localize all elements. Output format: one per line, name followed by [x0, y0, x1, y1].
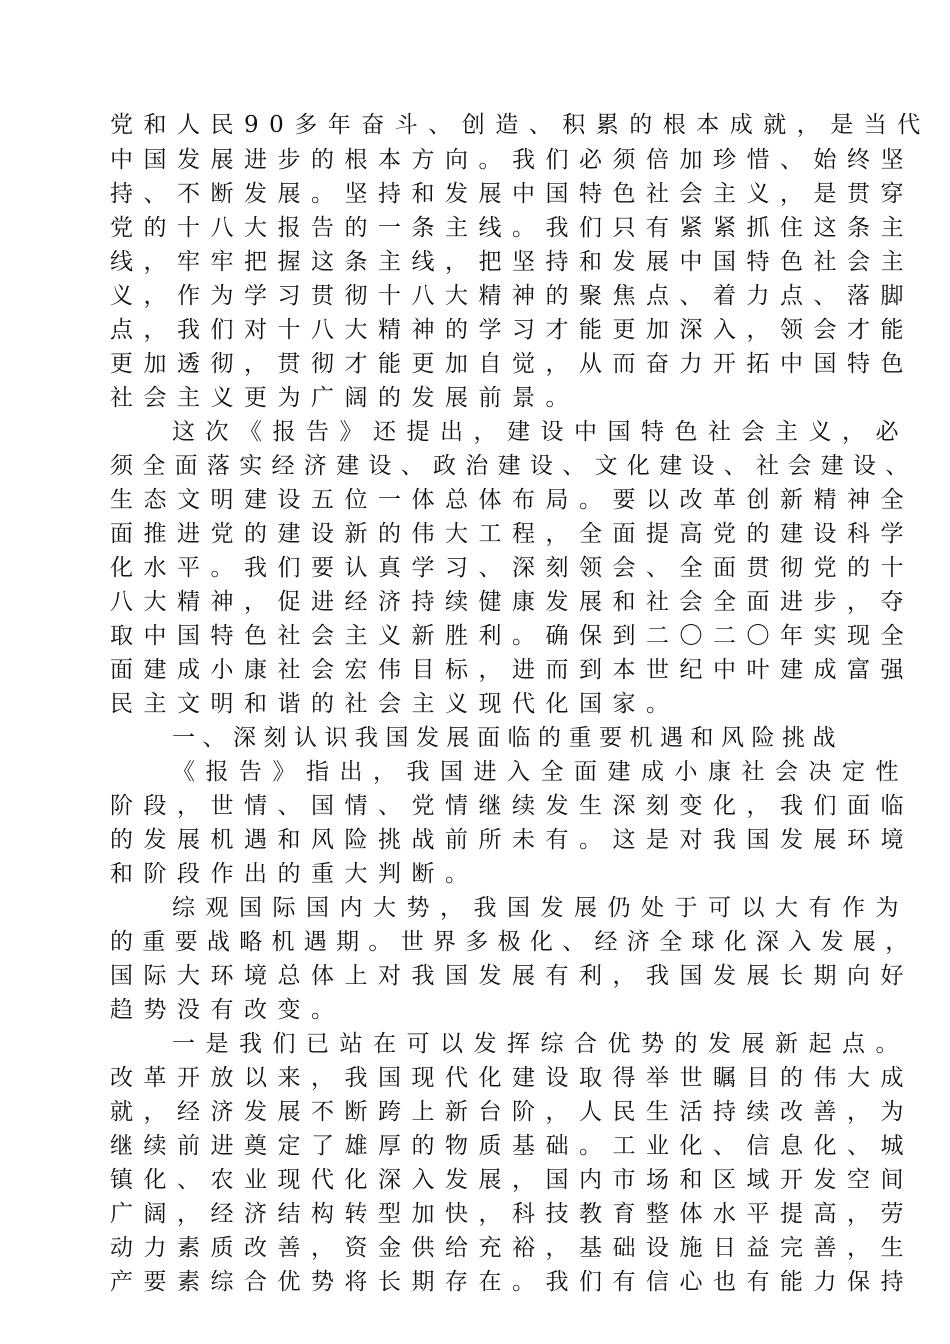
paragraph-first-line: 综观国际国内大势，我国发展仍处于可以大有作为: [172, 895, 909, 921]
text-line: 义，作为学习贯彻十八大精神的聚焦点、着力点、落脚: [110, 283, 914, 309]
text-line: 面建成小康社会宏伟目标，进而到本世纪中叶建成富强: [110, 657, 914, 683]
text-line: 八大精神，促进经济持续健康发展和社会全面进步，夺: [110, 589, 914, 615]
text-line: 化水平。我们要认真学习、深刻领会、全面贯彻党的十: [110, 555, 914, 581]
section-heading: 一、深刻认识我国发展面临的重要机遇和风险挑战: [172, 725, 843, 751]
text-line: 阶段，世情、国情、党情继续发生深刻变化，我们面临: [110, 793, 914, 819]
text-line: 就，经济发展不断跨上新台阶，人民生活持续改善，为: [110, 1099, 914, 1125]
text-line: 取中国特色社会主义新胜利。确保到二〇二〇年实现全: [110, 623, 914, 649]
text-line: 继续前进奠定了雄厚的物质基础。工业化、信息化、城: [110, 1133, 914, 1159]
text-line: 线，牢牢把握这条主线，把坚持和发展中国特色社会主: [110, 249, 914, 275]
paragraph-first-line: 这次《报告》还提出，建设中国特色社会主义，必: [172, 419, 909, 445]
text-line: 改革开放以来，我国现代化建设取得举世瞩目的伟大成: [110, 1065, 914, 1091]
text-line: 产要素综合优势将长期存在。我们有信心也有能力保持: [110, 1269, 914, 1295]
text-line: 镇化、农业现代化深入发展，国内市场和区域开发空间: [110, 1167, 914, 1193]
text-line: 和阶段作出的重大判断。: [110, 861, 479, 887]
text-line: 党和人民90多年奋斗、创造、积累的根本成就，是当代: [110, 112, 931, 138]
text-line: 的重要战略机遇期。世界多极化、经济全球化深入发展，: [110, 929, 918, 955]
text-line: 面推进党的建设新的伟大工程，全面提高党的建设科学: [110, 521, 914, 547]
text-line: 国际大环境总体上对我国发展有利，我国发展长期向好: [110, 963, 914, 989]
text-line: 点，我们对十八大精神的学习才能更加深入，领会才能: [110, 317, 914, 343]
text-line: 中国发展进步的根本方向。我们必须倍加珍惜、始终坚: [110, 147, 914, 173]
text-line: 更加透彻，贯彻才能更加自觉，从而奋力开拓中国特色: [110, 351, 914, 377]
text-line: 的发展机遇和风险挑战前所未有。这是对我国发展环境: [110, 827, 914, 853]
text-line: 动力素质改善，资金供给充裕，基础设施日益完善，生: [110, 1235, 914, 1261]
text-line: 须全面落实经济建设、政治建设、文化建设、社会建设、: [110, 453, 918, 479]
text-line: 民主文明和谐的社会主义现代化国家。: [110, 691, 680, 717]
text-line: 党的十八大报告的一条主线。我们只有紧紧抓住这条主: [110, 215, 914, 241]
text-line: 广阔，经济结构转型加快，科技教育整体水平提高，劳: [110, 1201, 914, 1227]
text-line: 持、不断发展。坚持和发展中国特色社会主义，是贯穿: [110, 181, 914, 207]
paragraph-first-line: 一是我们已站在可以发挥综合优势的发展新起点。: [172, 1031, 909, 1057]
text-line: 生态文明建设五位一体总体布局。要以改革创新精神全: [110, 487, 914, 513]
text-line: 趋势没有改变。: [110, 997, 345, 1023]
paragraph-first-line: 《报告》指出，我国进入全面建成小康社会决定性: [172, 759, 909, 785]
text-line: 社会主义更为广阔的发展前景。: [110, 385, 579, 411]
